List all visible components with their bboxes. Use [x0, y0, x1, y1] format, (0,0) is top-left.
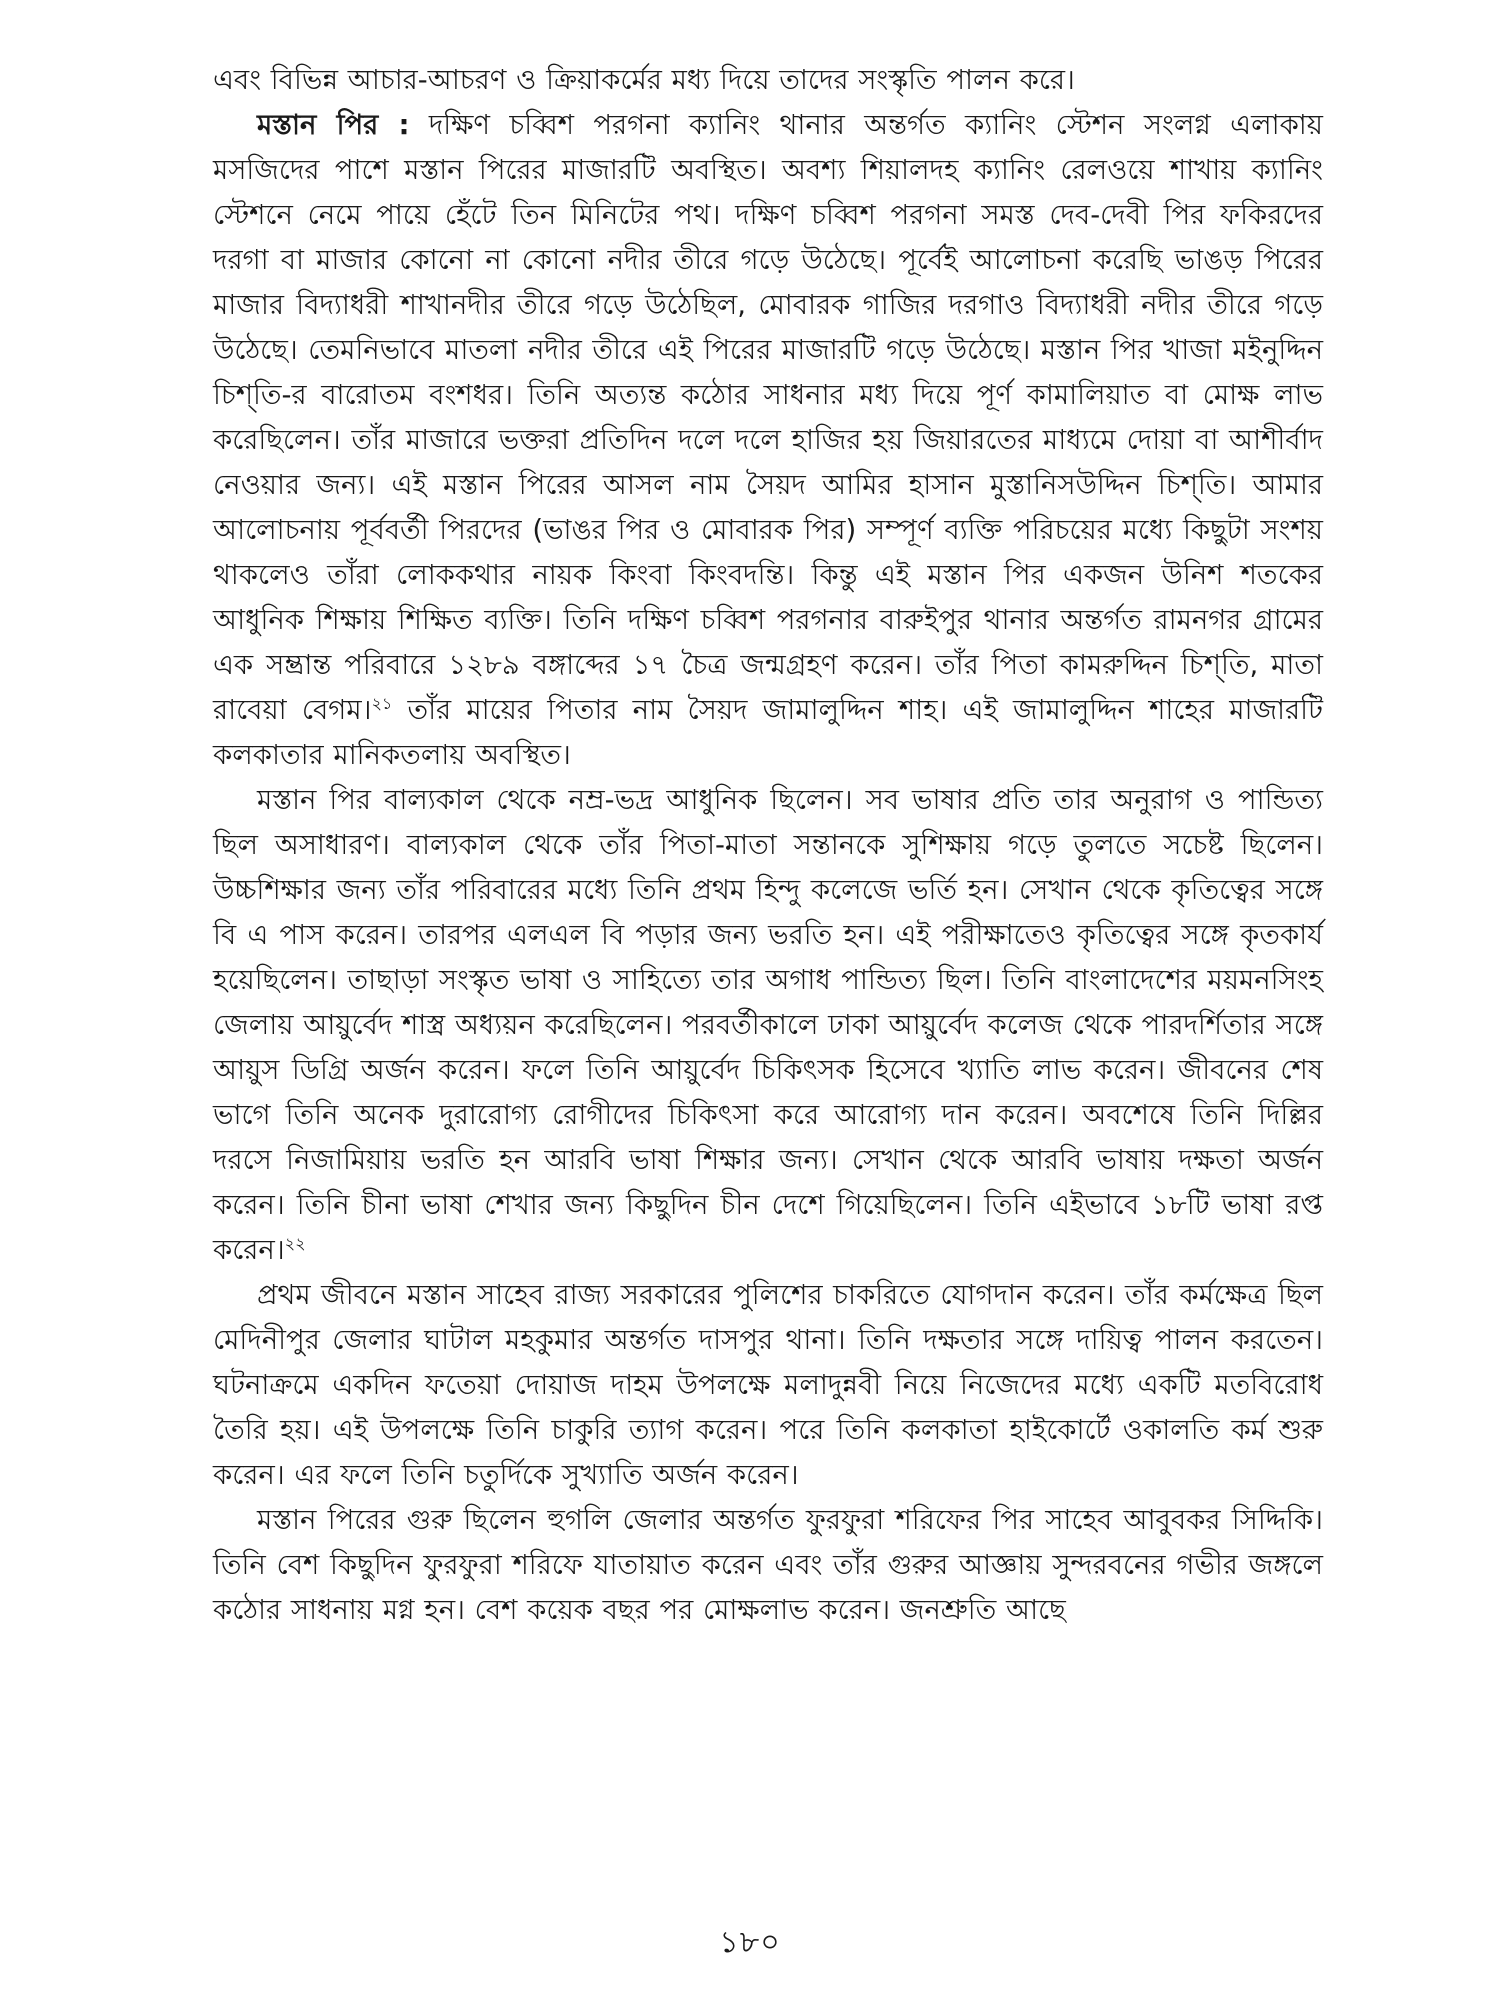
- section-heading: মস্তান পির :: [257, 109, 410, 141]
- paragraph-guru: [213, 1498, 1323, 1633]
- paragraph-text: মস্তান পির বাল্যকাল থেকে নম্র-ভদ্র আধুনিক ছিলেন। সব ভাষার প্রতি তার অনুরাগ ও পান্ডিত্য ছিল অসাধারণ। বাল্যকাল থেকে তাঁর পিতা-মাতা সন্তানকে সুশিক্ষায় গড়ে তুলতে সচেষ্ট ছিলেন। উচ্চশিক্ষার জন্য তাঁর পরিবারের মধ্যে তিনি প্রথম হিন্দু কলেজে ভর্তি হন। সেখান থেকে কৃতিত্বের সঙ্গে বি এ পাস করেন। তারপর এলএল বি পড়ার জন্য ভরতি হন। এই পরীক্ষাতেও কৃতিত্বের সঙ্গে কৃতকার্য হয়েছিলেন। তাছাড়া সংস্কৃত ভাষা ও সাহিত্যে তার অগাধ পান্ডিত্য ছিল। তিনি বাংলাদেশের ময়মনসিংহ জেলায় আয়ুর্বেদ শাস্ত্র অধ্যয়ন করেছিলেন। পরবর্তীকালে ঢাকা আয়ুর্বেদ কলেজ থেকে পারদর্শিতার সঙ্গে আয়ুস ডিগ্রি অর্জন করেন। ফলে তিনি আয়ুর্বেদ চিকিৎসক হিসেবে খ্যাতি লাভ করেন। জীবনের শেষ ভাগে তিনি অনেক দুরারোগ্য রোগীদের চিকিৎসা করে আরোগ্য দান করেন। অবশেষে তিনি দিল্লির দরসে নিজামিয়ায় ভরতি হন আরবি ভাষা শিক্ষার জন্য। সেখান থেকে আরবি ভাষায় দক্ষতা অর্জন করেন। তিনি চীনা ভাষা শেখার জন্য কিছুদিন চীন দেশে গিয়েছিলেন। তিনি এইভাবে ১৮টি ভাষা রপ্ত করেন।: [213, 784, 1323, 1266]
- paragraph-text-tail: তাঁর মায়ের পিতার নাম সৈয়দ জামালুদ্দিন শাহ। এই জামালুদ্দিন শাহের মাজারটি কলকাতার মানিকতলায় অবস্থিত।: [213, 694, 1324, 771]
- paragraph-text: দক্ষিণ চব্বিশ পরগনা ক্যানিং থানার অন্তর্গত ক্যানিং স্টেশন সংলগ্ন এলাকায় মসজিদের পাশে মস্তান পিরের মাজারটি অবস্থিত। অবশ্য শিয়ালদহ ক্যানিং রেলওয়ে শাখায় ক্যানিং স্টেশনে নেমে পায়ে হেঁটে তিন মিনিটের পথ। দক্ষিণ চব্বিশ পরগনা সমস্ত দেব-দেবী পির ফকিরদের দরগা বা মাজার কোনো না কোনো নদীর তীরে গড়ে উঠেছে। পূর্বেই আলোচনা করেছি ভাঙড় পিরের মাজার বিদ্যাধরী শাখানদীর তীরে গড়ে উঠেছিল, মোবারক গাজির দরগাও বিদ্যাধরী নদীর তীরে গড়ে উঠেছে। তেমনিভাবে মাতলা নদীর তীরে এই পিরের মাজারটি গড়ে উঠেছে। মস্তান পির খাজা মইনুদ্দিন চিশ্‌তি-র বারোতম বংশধর। তিনি অত্যন্ত কঠোর সাধনার মধ্য দিয়ে পূর্ণ কামালিয়াত বা মোক্ষ লাভ করেছিলেন। তাঁর মাজারে ভক্তরা প্রতিদিন দলে দলে হাজির হয় জিয়ারতের মাধ্যমে দোয়া বা আশীর্বাদ নেওয়ার জন্য। এই মস্তান পিরের আসল নাম সৈয়দ আমির হাসান মুস্তানিসউদ্দিন চিশ্‌তি। আমার আলোচনায় পূর্ববর্তী পিরদের (ভাঙর পির ও মোবারক পির) সম্পূর্ণ ব্যক্তি পরিচয়ের মধ্যে কিছুটা সংশয় থাকলেও তাঁরা লোককথার নায়ক কিংবা কিংবদন্তি। কিন্তু এই মস্তান পির একজন উনিশ শতকের আধুনিক শিক্ষায় শিক্ষিত ব্যক্তি। তিনি দক্ষিণ চব্বিশ পরগনার বারুইপুর থানার অন্তর্গত রামনগর গ্রামের এক সম্ভ্রান্ত পরিবারে ১২৮৯ বঙ্গাব্দের ১৭ চৈত্র জন্মগ্রহণ করেন। তাঁর পিতা কামরুদ্দিন চিশ্‌তি, মাতা রাবেয়া বেগম।: [213, 109, 1323, 726]
- footnote-marker[interactable]: ২১: [371, 693, 393, 713]
- paragraph-career: [213, 1273, 1323, 1498]
- document-page: [213, 58, 1323, 1938]
- paragraph-continuation: [213, 58, 1323, 103]
- paragraph-mastan-pir-intro: [213, 103, 1323, 778]
- paragraph-education: [213, 778, 1323, 1273]
- page-number: ১৮০: [719, 1925, 781, 1960]
- paragraph-text: প্রথম জীবনে মস্তান সাহেব রাজ্য সরকারের পুলিশের চাকরিতে যোগদান করেন। তাঁর কর্মক্ষেত্র ছিল মেদিনীপুর জেলার ঘাটাল মহকুমার অন্তর্গত দাসপুর থানা। তিনি দক্ষতার সঙ্গে দায়িত্ব পালন করতেন। ঘটনাক্রমে একদিন ফতেয়া দোয়াজ দাহম উপলক্ষে মলাদুন্নবী নিয়ে নিজেদের মধ্যে একটি মতবিরোধ তৈরি হয়। এই উপলক্ষে তিনি চাকুরি ত্যাগ করেন। পরে তিনি কলকাতা হাইকোর্টে ওকালতি কর্ম শুরু করেন। এর ফলে তিনি চতুর্দিকে সুখ্যাতি অর্জন করেন।: [213, 1279, 1324, 1491]
- paragraph-text: এবং বিভিন্ন আচার-আচরণ ও ক্রিয়াকর্মের মধ্য দিয়ে তাদের সংস্কৃতি পালন করে।: [213, 64, 1075, 96]
- paragraph-text: মস্তান পিরের গুরু ছিলেন হুগলি জেলার অন্তর্গত ফুরফুরা শরিফের পির সাহেব আবুবকর সিদ্দিকি। তিনি বেশ কিছুদিন ফুরফুরা শরিফে যাতায়াত করেন এবং তাঁর গুরুর আজ্ঞায় সুন্দরবনের গভীর জঙ্গলে কঠোর সাধনায় মগ্ন হন। বেশ কয়েক বছর পর মোক্ষলাভ করেন। জনশ্রুতি আছে: [213, 1504, 1323, 1626]
- footnote-marker[interactable]: ২২: [284, 1233, 306, 1253]
